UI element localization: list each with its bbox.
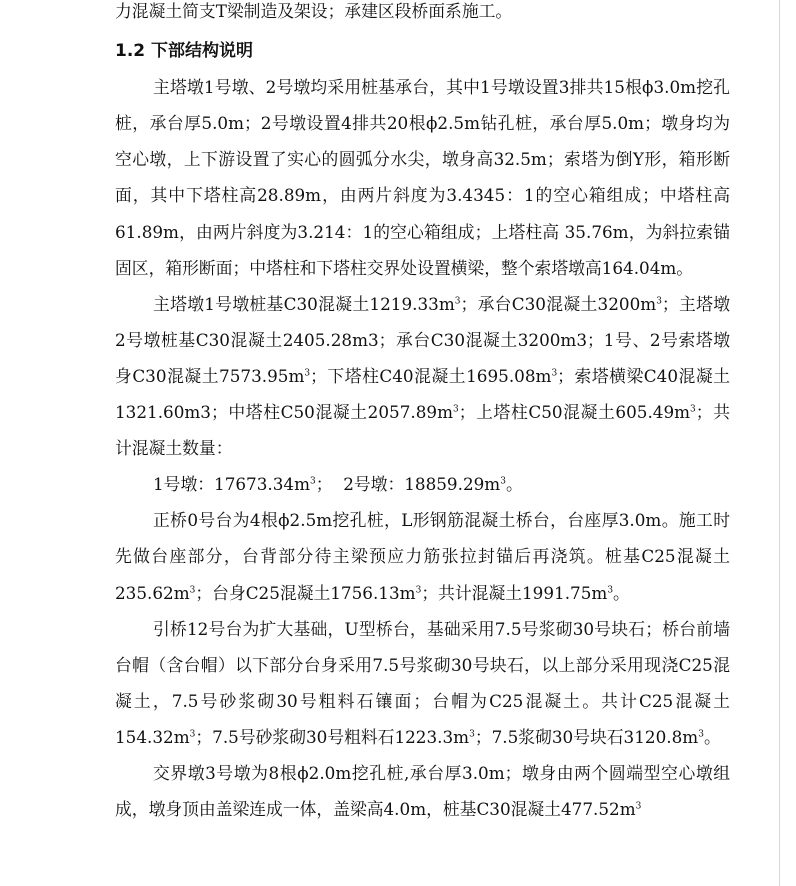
text-run: ；主塔墩2号墩桩基C30混凝土2405.28m3；承台C30混凝土3200m3；1号、2号索塔墩身C30混凝土7573.95m (115, 293, 730, 386)
text-run: ；上塔柱C50混凝土605.49m (458, 402, 691, 423)
superscript: 3 (454, 296, 461, 307)
superscript: 3 (469, 729, 475, 740)
paragraph-continuation: 力混凝土简支T梁制造及架设；承建区段桥面系施工。 (115, 1, 513, 21)
text-run: 主塔墩1号墩桩基C30混凝土1219.33m (153, 293, 455, 314)
text-run: ；7.5号砂浆砌30号粗料石1223.3m (195, 726, 470, 747)
text-run: ；7.5浆砌30号块石3120.8m (474, 726, 699, 747)
page-edge-divider (779, 0, 780, 886)
superscript: 3 (189, 729, 196, 740)
text-run: ；台身C25混凝土1756.13m (195, 582, 416, 603)
paragraph-transition-pier (115, 755, 730, 827)
superscript: 3 (415, 584, 422, 595)
superscript: 3 (304, 368, 311, 379)
text-run: 。 (703, 726, 721, 747)
superscript: 3 (500, 476, 506, 487)
section-heading: 1.2 下部结构说明 (115, 41, 254, 62)
superscript: 3 (551, 368, 558, 379)
superscript: 3 (452, 404, 459, 415)
paragraph-main-piers: 主塔墩1号墩、2号墩均采用桩基承台，其中1号墩设置3排共15根ϕ3.0m挖孔桩，承台厚5.0m；2号墩设置4排共20根ϕ2.5m钻孔桩，承台厚5.0m；墩身均为空心墩，上下游设置了实心的圆弧分水尖，墩身高32.5m；索塔为倒Y形，箱形断面，其中下塔柱高28.89m，由两片斜度为3.4345：1的空心箱组成；中塔柱高61.89m，由两片斜度为3.214：1的空心箱组成；上塔柱高 35.76m，为斜拉索锚固区，箱形断面；中塔柱和下塔柱交界处设置横梁，整个索塔墩高164.04m。 (115, 77, 730, 278)
paragraph-abutment-12 (115, 611, 730, 755)
text-run: 引桥12号台为扩大基础，U型桥台，基础采用7.5号浆砌30号块石；桥台前墙台帽（含台帽）以下部分台身采用7.5号浆砌30号块石，以上部分采用现浇C25混凝土，7.5号砂浆砌30号粗料石镶面；台帽为C25混凝土。共计C25混凝土154.32m (115, 618, 730, 747)
text-run: ；承台C30混凝土3200m (460, 293, 657, 314)
superscript: 3 (656, 296, 662, 307)
text-run: ；索塔横梁C40混凝土1321.60m3；中塔柱C50混凝土2057.89m (115, 365, 730, 423)
superscript: 3 (635, 801, 642, 812)
text-run: 。 (613, 582, 630, 603)
paragraph-concrete-totals (115, 466, 730, 502)
text-run: 。 (505, 474, 523, 495)
superscript: 3 (698, 729, 704, 740)
document-body (115, 0, 730, 827)
superscript: 3 (690, 404, 696, 415)
text-run: ； 2号墩：18859.29m (315, 474, 501, 495)
text-run: ；共计混凝土数量： (115, 402, 730, 459)
paragraph-abutment-0 (115, 502, 730, 610)
text-run: 正桥0号台为4根ϕ2.5m挖孔桩，L形钢筋混凝土桥台，台座厚3.0m。施工时先做台座部分，台背部分待主梁预应力筋张拉封锚后再浇筑。桩基C25混凝土235.62m (115, 510, 730, 603)
paragraph-main-pier-concrete (115, 286, 730, 466)
superscript: 3 (607, 584, 614, 595)
text-run: 1号墩：17673.34m (153, 474, 311, 495)
superscript: 3 (310, 476, 316, 487)
text-run: 交界墩3号墩为8根ϕ2.0m挖孔桩,承台厚3.0m；墩身由两个圆端型空心墩组成，墩身顶由盖梁连成一体，盖梁高4.0m，桩基C30混凝土477.52m (115, 762, 730, 820)
superscript: 3 (189, 584, 196, 595)
text-run: ；下塔柱C40混凝土1695.08m (310, 365, 552, 386)
text-run: ；共计混凝土1991.75m (421, 582, 608, 603)
